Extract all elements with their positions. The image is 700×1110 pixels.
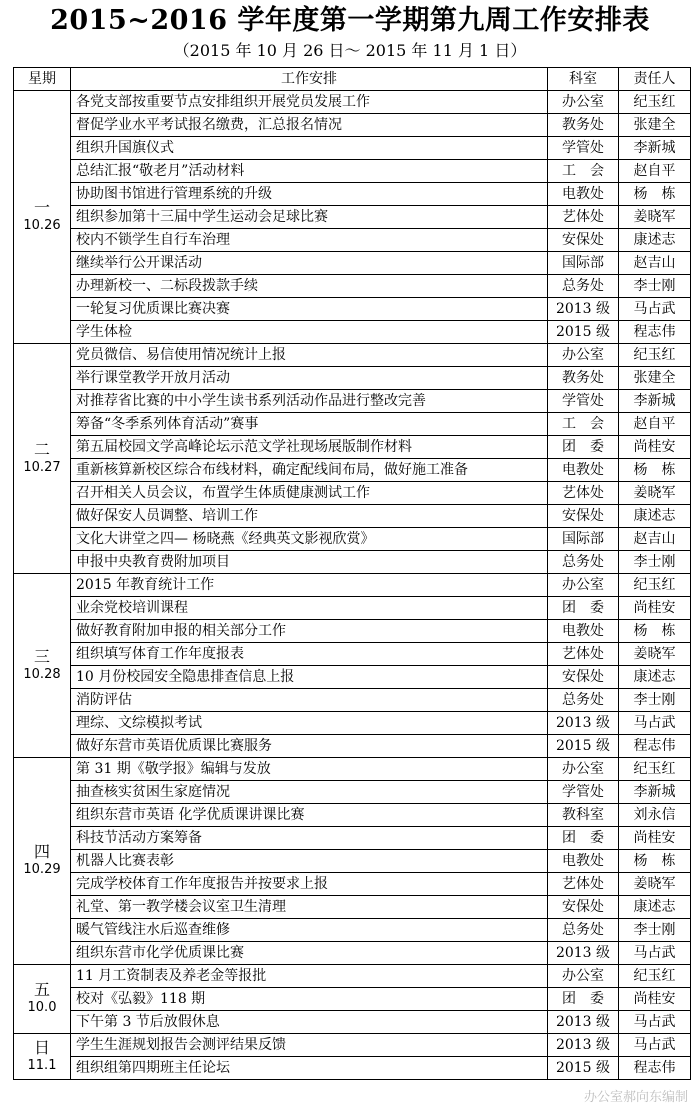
task-cell: 一轮复习优质课比赛决赛 — [71, 298, 548, 321]
person-cell: 杨 栋 — [619, 850, 691, 873]
person-cell: 康述志 — [619, 896, 691, 919]
task-cell: 做好东营市英语优质课比赛服务 — [71, 735, 548, 758]
table-row — [14, 390, 691, 413]
person-cell: 张建全 — [619, 367, 691, 390]
table-row — [14, 91, 691, 114]
day-cell — [14, 758, 71, 965]
day-name: 日 — [33, 1037, 50, 1057]
person-cell: 刘永信 — [619, 804, 691, 827]
table-row — [14, 712, 691, 735]
dept-cell: 2015 级 — [548, 1057, 619, 1080]
dept-cell: 艺体处 — [548, 643, 619, 666]
table-row — [14, 344, 691, 367]
dept-cell: 办公室 — [548, 344, 619, 367]
table-row — [14, 206, 691, 229]
task-cell: 礼堂、第一教学楼会议室卫生清理 — [71, 896, 548, 919]
person-cell: 赵吉山 — [619, 252, 691, 275]
task-cell: 党员微信、易信使用情况统计上报 — [71, 344, 548, 367]
dept-cell: 团 委 — [548, 988, 619, 1011]
table-header-row — [14, 68, 691, 91]
dept-cell: 电教处 — [548, 459, 619, 482]
person-cell: 李士刚 — [619, 689, 691, 712]
dept-cell: 办公室 — [548, 574, 619, 597]
day-cell — [14, 1034, 71, 1080]
dept-cell: 电教处 — [548, 183, 619, 206]
task-cell: 办理新校一、二标段拨款手续 — [71, 275, 548, 298]
dept-cell: 教科室 — [548, 804, 619, 827]
task-cell: 对推荐省比赛的中小学生读书系列活动作品进行整改完善 — [71, 390, 548, 413]
day-cell — [14, 574, 71, 758]
dept-cell: 团 委 — [548, 436, 619, 459]
task-cell: 业余党校培训课程 — [71, 597, 548, 620]
table-row — [14, 137, 691, 160]
person-cell: 李新城 — [619, 390, 691, 413]
day-date: 10.29 — [23, 862, 61, 877]
task-cell: 消防评估 — [71, 689, 548, 712]
person-cell: 姜晓军 — [619, 482, 691, 505]
dept-cell: 2013 级 — [548, 298, 619, 321]
task-cell: 暖气管线注水后巡查维修 — [71, 919, 548, 942]
task-cell: 组织升国旗仪式 — [71, 137, 548, 160]
person-cell: 李士刚 — [619, 275, 691, 298]
day-name: 三 — [33, 646, 50, 666]
table-row — [14, 413, 691, 436]
table-row — [14, 919, 691, 942]
day-date: 10.27 — [23, 459, 61, 475]
dept-cell: 办公室 — [548, 965, 619, 988]
person-cell: 康述志 — [619, 505, 691, 528]
dept-cell: 2015 级 — [548, 321, 619, 344]
person-cell: 杨 栋 — [619, 459, 691, 482]
task-cell: 完成学校体育工作年度报告并按要求上报 — [71, 873, 548, 896]
day-date: 10.0 — [27, 1000, 57, 1015]
table-row — [14, 873, 691, 896]
table-row — [14, 896, 691, 919]
table-row — [14, 666, 691, 689]
dept-cell: 国际部 — [548, 528, 619, 551]
header-day: 星期 — [14, 68, 71, 91]
person-cell: 马占武 — [619, 1034, 691, 1057]
dept-cell: 学管处 — [548, 390, 619, 413]
task-cell: 组织参加第十三届中学生运动会足球比赛 — [71, 206, 548, 229]
person-cell: 李新城 — [619, 781, 691, 804]
task-cell: 做好教育附加申报的相关部分工作 — [71, 620, 548, 643]
person-cell: 李新城 — [619, 137, 691, 160]
person-cell: 尚桂安 — [619, 597, 691, 620]
dept-cell: 教务处 — [548, 367, 619, 390]
table-row — [14, 528, 691, 551]
date-range-subtitle: （2015 年 10 月 26 日～ 2015 年 11 月 1 日） — [173, 41, 527, 60]
dept-cell: 安保处 — [548, 505, 619, 528]
schedule-body — [14, 91, 691, 1080]
table-row — [14, 436, 691, 459]
table-row — [14, 988, 691, 1011]
day-date: 11.1 — [27, 1057, 57, 1073]
task-cell: 10 月份校园安全隐患排查信息上报 — [71, 666, 548, 689]
dept-cell: 工 会 — [548, 413, 619, 436]
table-row — [14, 942, 691, 965]
table-row — [14, 367, 691, 390]
task-cell: 第 31 期《敬学报》编辑与发放 — [71, 758, 548, 781]
task-cell: 学生生涯规划报告会测评结果反馈 — [71, 1034, 548, 1057]
person-cell: 杨 栋 — [619, 183, 691, 206]
person-cell: 纪玉红 — [619, 574, 691, 597]
table-row — [14, 1057, 691, 1080]
dept-cell: 安保处 — [548, 896, 619, 919]
table-row — [14, 298, 691, 321]
table-row — [14, 574, 691, 597]
dept-cell: 电教处 — [548, 620, 619, 643]
task-cell: 下午第 3 节后放假休息 — [71, 1011, 548, 1034]
task-cell: 督促学业水平考试报名缴费，汇总报名情况 — [71, 114, 548, 137]
day-cell — [14, 965, 71, 1034]
table-row — [14, 689, 691, 712]
task-cell: 重新核算新校区综合布线材料，确定配线间布局，做好施工准备 — [71, 459, 548, 482]
header-person: 责任人 — [619, 68, 691, 91]
person-cell: 马占武 — [619, 712, 691, 735]
dept-cell: 团 委 — [548, 597, 619, 620]
person-cell: 尚桂安 — [619, 436, 691, 459]
table-row — [14, 781, 691, 804]
table-row — [14, 252, 691, 275]
table-row — [14, 1011, 691, 1034]
task-cell: 机器人比赛表彰 — [71, 850, 548, 873]
person-cell: 纪玉红 — [619, 758, 691, 781]
person-cell: 康述志 — [619, 229, 691, 252]
person-cell: 康述志 — [619, 666, 691, 689]
table-row — [14, 735, 691, 758]
task-cell: 做好保安人员调整、培训工作 — [71, 505, 548, 528]
person-cell: 马占武 — [619, 298, 691, 321]
task-cell: 2015 年教育统计工作 — [71, 574, 548, 597]
person-cell: 纪玉红 — [619, 91, 691, 114]
dept-cell: 办公室 — [548, 758, 619, 781]
dept-cell: 总务处 — [548, 919, 619, 942]
table-row — [14, 643, 691, 666]
day-name: 二 — [33, 439, 50, 459]
table-row — [14, 597, 691, 620]
day-cell — [14, 91, 71, 344]
dept-cell: 2013 级 — [548, 1011, 619, 1034]
table-row — [14, 183, 691, 206]
table-row — [14, 850, 691, 873]
task-cell: 理综、文综模拟考试 — [71, 712, 548, 735]
task-cell: 科技节活动方案筹备 — [71, 827, 548, 850]
person-cell: 姜晓军 — [619, 873, 691, 896]
day-name: 一 — [33, 198, 50, 217]
task-cell: 各党支部按重要节点安排组织开展党员发展工作 — [71, 91, 548, 114]
dept-cell: 学管处 — [548, 137, 619, 160]
task-cell: 协助图书馆进行管理系统的升级 — [71, 183, 548, 206]
page-title: 2015~2016 学年度第一学期第九周工作安排表 — [50, 5, 650, 36]
dept-cell: 2013 级 — [548, 712, 619, 735]
dept-cell: 艺体处 — [548, 873, 619, 896]
table-row — [14, 114, 691, 137]
person-cell: 纪玉红 — [619, 965, 691, 988]
person-cell: 尚桂安 — [619, 988, 691, 1011]
person-cell: 程志伟 — [619, 321, 691, 344]
dept-cell: 2013 级 — [548, 942, 619, 965]
day-date: 10.28 — [23, 666, 61, 682]
dept-cell: 国际部 — [548, 252, 619, 275]
task-cell: 组织东营市化学优质课比赛 — [71, 942, 548, 965]
dept-cell: 教务处 — [548, 114, 619, 137]
table-row — [14, 758, 691, 781]
task-cell: 举行课堂教学开放月活动 — [71, 367, 548, 390]
task-cell: 继续举行公开课活动 — [71, 252, 548, 275]
person-cell: 杨 栋 — [619, 620, 691, 643]
dept-cell: 总务处 — [548, 275, 619, 298]
person-cell: 赵吉山 — [619, 528, 691, 551]
dept-cell: 总务处 — [548, 689, 619, 712]
person-cell: 程志伟 — [619, 1057, 691, 1080]
day-name: 四 — [33, 842, 50, 861]
table-row — [14, 827, 691, 850]
day-cell — [14, 344, 71, 574]
dept-cell: 2013 级 — [548, 1034, 619, 1057]
person-cell: 马占武 — [619, 1011, 691, 1034]
table-row — [14, 482, 691, 505]
task-cell: 总结汇报“敬老月”活动材料 — [71, 160, 548, 183]
dept-cell: 团 委 — [548, 827, 619, 850]
header-dept: 科室 — [548, 68, 619, 91]
dept-cell: 总务处 — [548, 551, 619, 574]
person-cell: 程志伟 — [619, 735, 691, 758]
task-cell: 11 月工资制表及养老金等报批 — [71, 965, 548, 988]
task-cell: 文化大讲堂之四— 杨晓燕《经典英文影视欣赏》 — [71, 528, 548, 551]
table-row — [14, 229, 691, 252]
schedule-table — [13, 67, 691, 1080]
table-row — [14, 551, 691, 574]
dept-cell: 艺体处 — [548, 206, 619, 229]
table-row — [14, 275, 691, 298]
task-cell: 申报中央教育费附加项目 — [71, 551, 548, 574]
task-cell: 第五届校园文学高峰论坛示范文学社现场展版制作材料 — [71, 436, 548, 459]
person-cell: 姜晓军 — [619, 643, 691, 666]
task-cell: 组织东营市英语 化学优质课讲课比赛 — [71, 804, 548, 827]
person-cell: 姜晓军 — [619, 206, 691, 229]
person-cell: 马占武 — [619, 942, 691, 965]
task-cell: 召开相关人员会议，布置学生体质健康测试工作 — [71, 482, 548, 505]
task-cell: 筹备“冬季系列体育活动”赛事 — [71, 413, 548, 436]
task-cell: 组织填写体育工作年度报表 — [71, 643, 548, 666]
person-cell: 尚桂安 — [619, 827, 691, 850]
person-cell: 李士刚 — [619, 551, 691, 574]
dept-cell: 学管处 — [548, 781, 619, 804]
person-cell: 李士刚 — [619, 919, 691, 942]
day-date: 10.26 — [23, 218, 61, 233]
task-cell: 抽查核实贫困生家庭情况 — [71, 781, 548, 804]
task-cell: 组织组第四期班主任论坛 — [71, 1057, 548, 1080]
dept-cell: 艺体处 — [548, 482, 619, 505]
person-cell: 纪玉红 — [619, 344, 691, 367]
dept-cell: 办公室 — [548, 91, 619, 114]
dept-cell: 安保处 — [548, 666, 619, 689]
person-cell: 张建全 — [619, 114, 691, 137]
table-row — [14, 1034, 691, 1057]
task-cell: 校对《弘毅》118 期 — [71, 988, 548, 1011]
table-row — [14, 160, 691, 183]
person-cell: 赵自平 — [619, 160, 691, 183]
dept-cell: 2015 级 — [548, 735, 619, 758]
table-row — [14, 505, 691, 528]
table-row — [14, 965, 691, 988]
dept-cell: 工 会 — [548, 160, 619, 183]
day-name: 五 — [33, 980, 50, 999]
header-task: 工作安排 — [71, 68, 548, 91]
table-row — [14, 459, 691, 482]
table-row — [14, 321, 691, 344]
person-cell: 赵自平 — [619, 413, 691, 436]
task-cell: 校内不锁学生自行车治理 — [71, 229, 548, 252]
dept-cell: 安保处 — [548, 229, 619, 252]
dept-cell: 电教处 — [548, 850, 619, 873]
table-row — [14, 804, 691, 827]
table-row — [14, 620, 691, 643]
footer-credit: 办公室郝向东编制 — [583, 1090, 688, 1105]
task-cell: 学生体检 — [71, 321, 548, 344]
